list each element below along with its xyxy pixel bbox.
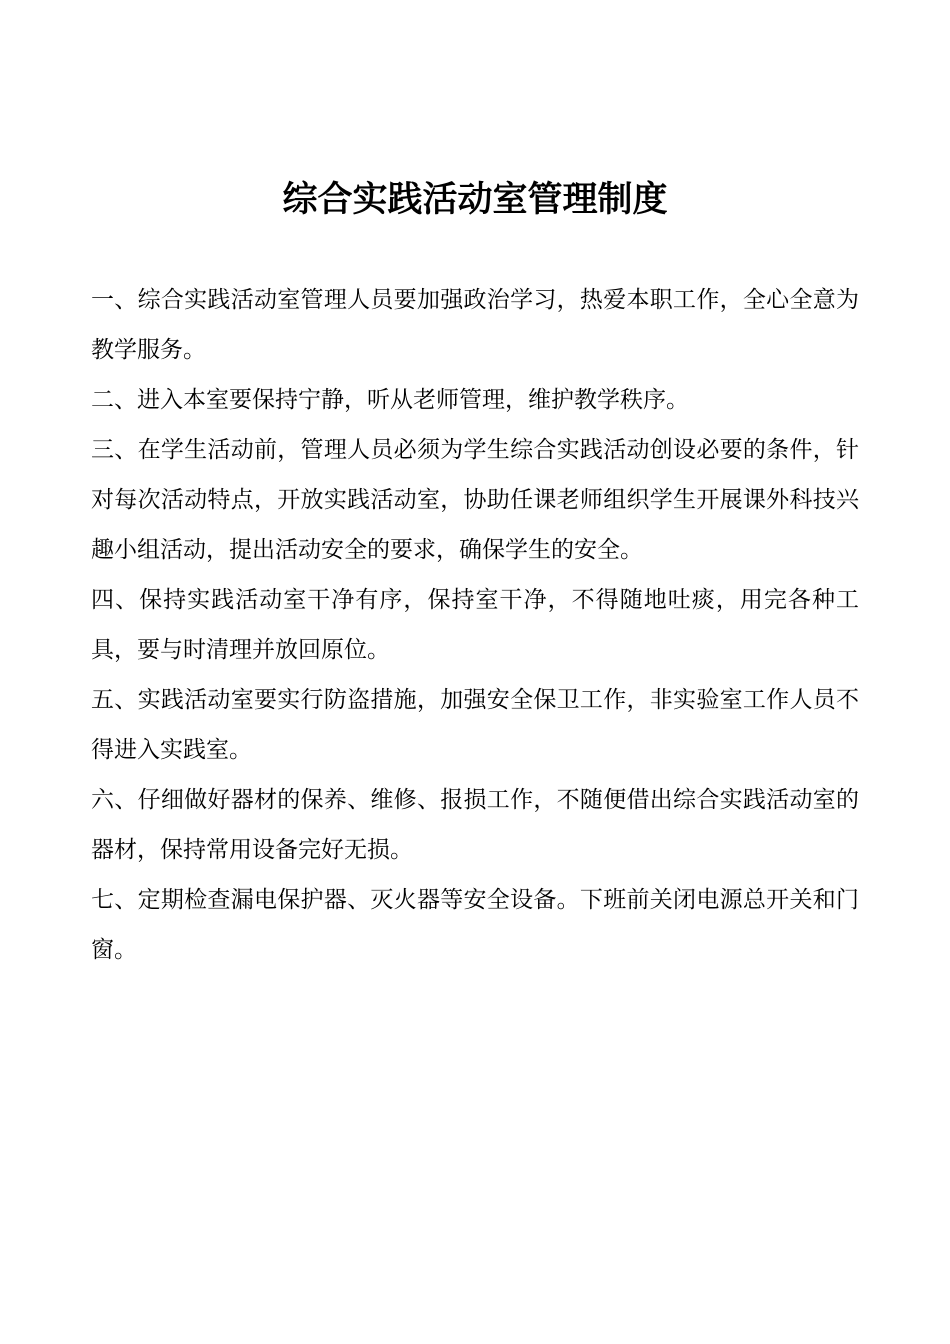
rule-item-3: 三、在学生活动前，管理人员必须为学生综合实践活动创设必要的条件，针对每次活动特点，开放实践活动室，协助任课老师组织学生开展课外科技兴趣小组活动，提出活动安全的要求，确保学生的安全。	[91, 437, 859, 563]
rule-item-6: 六、仔细做好器材的保养、维修、报损工作，不随便借出综合实践活动室的器材，保持常用设备完好无损。	[91, 787, 859, 863]
rule-item-1: 一、综合实践活动室管理人员要加强政治学习，热爱本职工作，全心全意为教学服务。	[91, 287, 859, 363]
rule-item-7: 七、定期检查漏电保护器、灭火器等安全设备。下班前关闭电源总开关和门窗。	[91, 887, 859, 963]
rule-item-5: 五、实践活动室要实行防盗措施，加强安全保卫工作，非实验室工作人员不得进入实践室。	[91, 687, 859, 763]
rule-item-4: 四、保持实践活动室干净有序，保持室干净，不得随地吐痰，用完各种工具，要与时清理并放回原位。	[91, 587, 859, 663]
document-title: 综合实践活动室管理制度	[282, 180, 668, 220]
rules-list	[91, 275, 859, 975]
rule-item-2: 二、进入本室要保持宁静，听从老师管理，维护教学秩序。	[91, 387, 689, 413]
